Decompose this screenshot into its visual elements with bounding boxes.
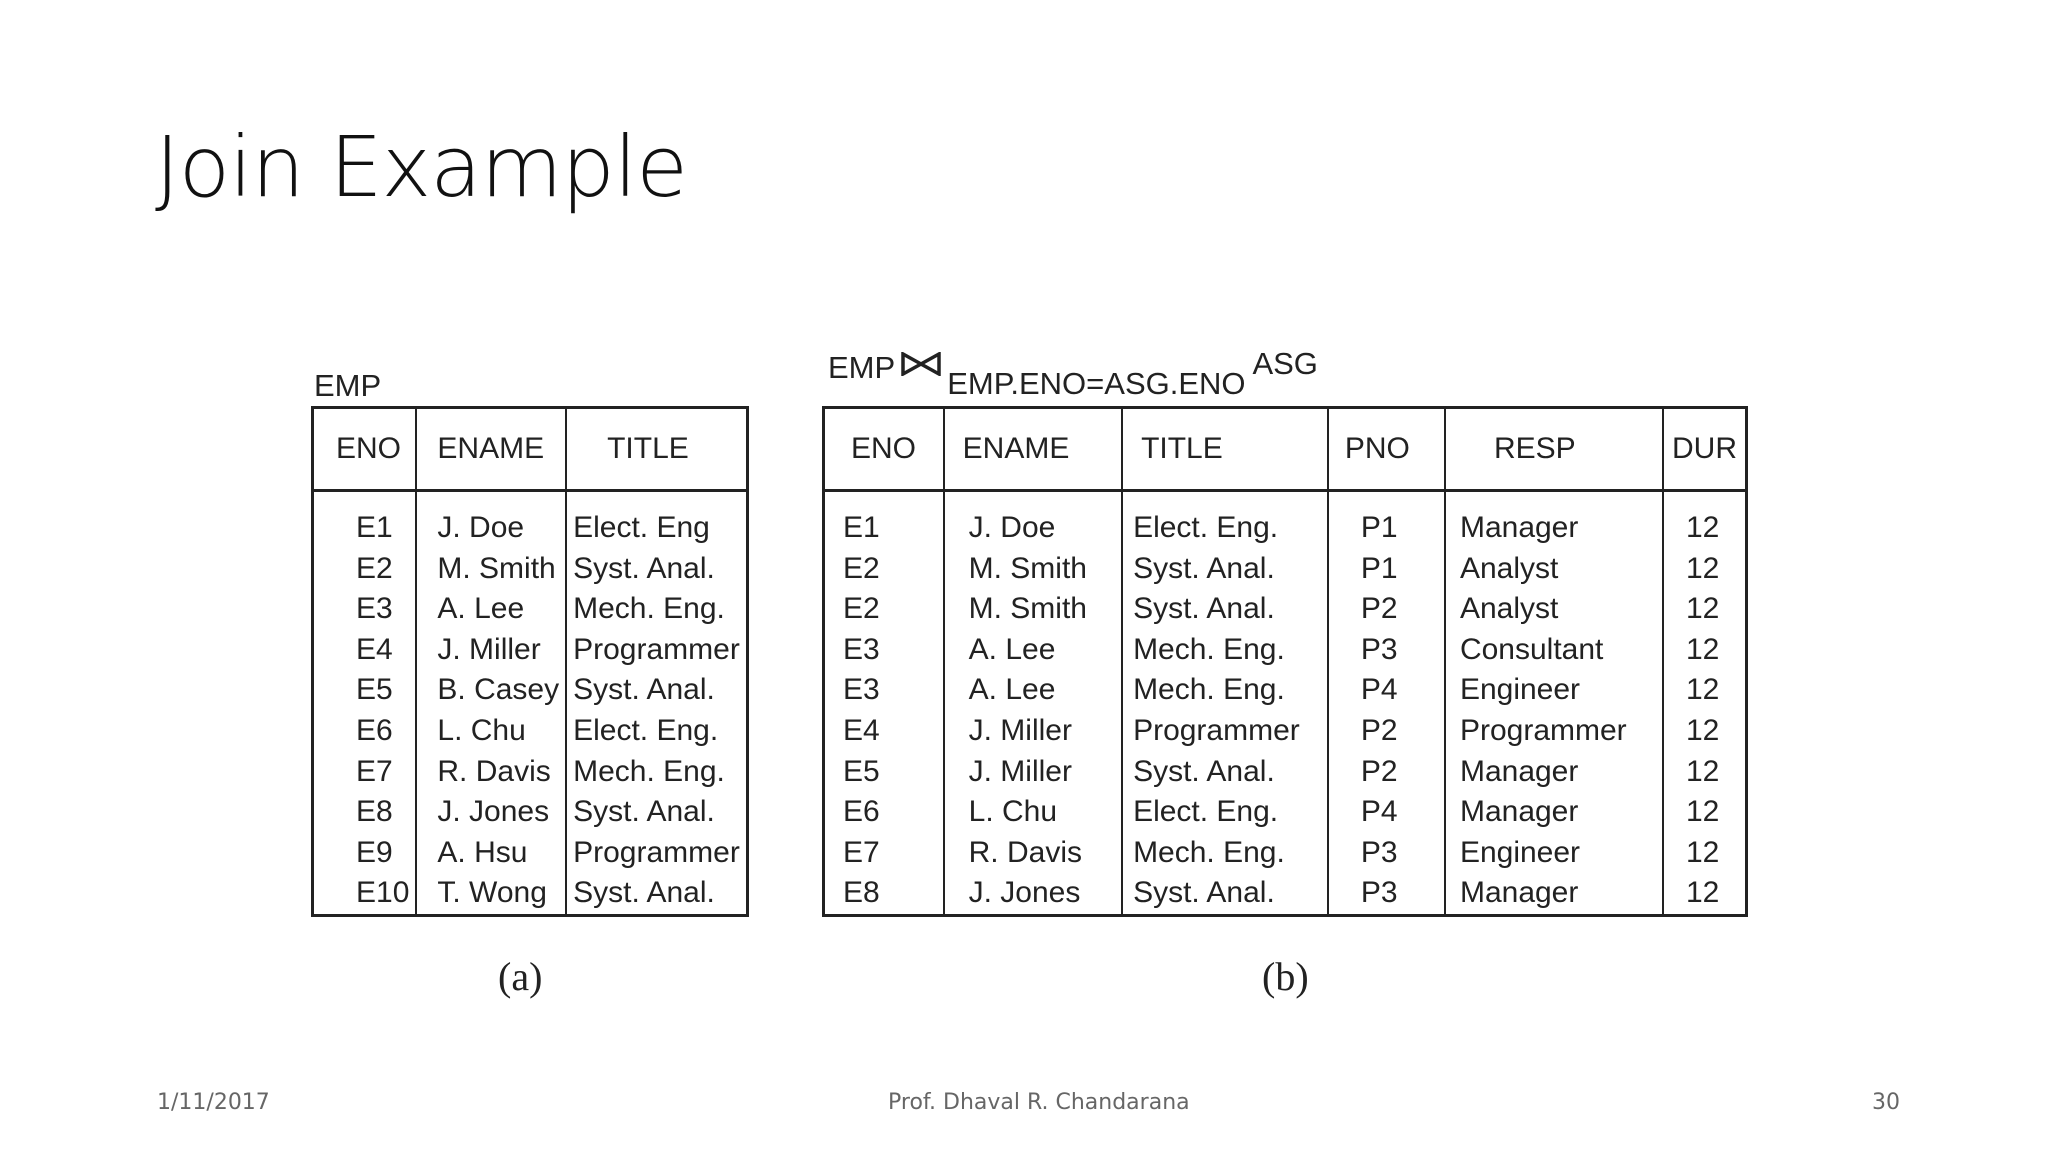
emp-relation-label: EMP <box>314 368 382 403</box>
join-cell-eno: E6 <box>843 795 880 829</box>
join-cell-pno: P3 <box>1328 873 1445 915</box>
join-col-dur: DUR <box>1663 408 1747 491</box>
join-cell-dur: 12 <box>1663 630 1747 671</box>
emp-header-row <box>313 408 748 491</box>
join-cell-dur: 12 <box>1663 711 1747 752</box>
join-cell-dur: 12 <box>1663 873 1747 915</box>
emp-cell-ename: J. Miller <box>416 630 566 671</box>
join-col-ename: ENAME <box>944 408 1122 491</box>
emp-cell-ename: T. Wong <box>416 873 566 915</box>
emp-cell-title: Mech. Eng. <box>566 752 747 793</box>
join-cell-dur: 12 <box>1663 833 1747 874</box>
join-cell-dur: 12 <box>1663 589 1747 630</box>
join-cell-resp: Analyst <box>1445 549 1663 590</box>
emp-cell-eno: E10 <box>356 876 410 910</box>
join-cell-resp: Consultant <box>1445 630 1663 671</box>
emp-cell-title: Elect. Eng. <box>566 711 747 752</box>
join-cell-dur: 12 <box>1663 549 1747 590</box>
join-cell-resp: Programmer <box>1445 711 1663 752</box>
join-cell-resp: Engineer <box>1445 670 1663 711</box>
join-cell-pno: P2 <box>1328 752 1445 793</box>
join-row <box>824 792 1747 833</box>
join-cell-title: Elect. Eng. <box>1122 491 1328 549</box>
emp-row <box>313 630 748 671</box>
join-cell-title: Programmer <box>1122 711 1328 752</box>
join-cell-resp: Manager <box>1445 752 1663 793</box>
emp-cell-eno: E3 <box>356 592 393 626</box>
join-cell-title: Syst. Anal. <box>1122 589 1328 630</box>
emp-caption: (a) <box>498 954 543 999</box>
join-cell-pno: P3 <box>1328 833 1445 874</box>
join-cell-eno: E5 <box>843 754 880 788</box>
join-cell-ename: J. Jones <box>944 873 1122 915</box>
join-cell-ename: L. Chu <box>944 792 1122 833</box>
emp-cell-title: Syst. Anal. <box>566 873 747 915</box>
join-cell-dur: 12 <box>1663 792 1747 833</box>
emp-row <box>313 589 748 630</box>
emp-cell-ename: A. Lee <box>416 589 566 630</box>
bowtie-join-icon <box>901 348 941 384</box>
join-header-row <box>824 408 1747 491</box>
join-row <box>824 670 1747 711</box>
join-cell-pno: P1 <box>1328 491 1445 549</box>
emp-cell-eno: E8 <box>356 795 393 829</box>
footer-page-number: 30 <box>1872 1090 1900 1115</box>
join-row <box>824 589 1747 630</box>
footer-date: 1/11/2017 <box>157 1090 270 1115</box>
emp-row <box>313 833 748 874</box>
join-cell-title: Elect. Eng. <box>1122 792 1328 833</box>
join-cell-eno: E4 <box>843 713 880 747</box>
emp-cell-eno: E6 <box>356 713 393 747</box>
join-expression-label <box>828 346 1318 401</box>
join-cell-ename: M. Smith <box>944 549 1122 590</box>
join-cell-pno: P1 <box>1328 549 1445 590</box>
join-cell-resp: Manager <box>1445 792 1663 833</box>
emp-row <box>313 752 748 793</box>
join-cell-ename: A. Lee <box>944 670 1122 711</box>
join-result-table <box>822 406 1748 917</box>
join-cell-eno: E7 <box>843 835 880 869</box>
join-cell-resp: Manager <box>1445 873 1663 915</box>
join-cell-ename: J. Miller <box>944 711 1122 752</box>
join-row <box>824 491 1747 549</box>
join-cell-pno: P4 <box>1328 792 1445 833</box>
emp-cell-ename: B. Casey <box>416 670 566 711</box>
join-cell-eno: E8 <box>843 876 880 910</box>
join-cell-ename: R. Davis <box>944 833 1122 874</box>
emp-cell-eno: E4 <box>356 632 393 666</box>
emp-cell-title: Syst. Anal. <box>566 670 747 711</box>
emp-cell-eno: E9 <box>356 835 393 869</box>
emp-col-title: TITLE <box>566 408 747 491</box>
emp-cell-eno: E7 <box>356 754 393 788</box>
emp-cell-eno: E1 <box>356 511 393 544</box>
join-cell-resp: Manager <box>1445 491 1663 549</box>
emp-row <box>313 491 748 549</box>
join-cell-ename: J. Miller <box>944 752 1122 793</box>
emp-cell-title: Elect. Eng <box>566 491 747 549</box>
join-cell-title: Syst. Anal. <box>1122 873 1328 915</box>
emp-cell-title: Syst. Anal. <box>566 792 747 833</box>
join-cell-title: Syst. Anal. <box>1122 549 1328 590</box>
emp-cell-ename: L. Chu <box>416 711 566 752</box>
join-cell-pno: P2 <box>1328 711 1445 752</box>
slide-title: Join Example <box>155 118 687 216</box>
join-cell-pno: P2 <box>1328 589 1445 630</box>
join-cell-ename: M. Smith <box>944 589 1122 630</box>
join-cell-resp: Analyst <box>1445 589 1663 630</box>
emp-table <box>311 406 749 917</box>
emp-cell-eno: E5 <box>356 673 393 707</box>
join-cell-eno: E1 <box>843 511 880 544</box>
join-cell-title: Syst. Anal. <box>1122 752 1328 793</box>
join-cell-pno: P4 <box>1328 670 1445 711</box>
footer-author: Prof. Dhaval R. Chandarana <box>888 1090 1190 1115</box>
emp-cell-ename: R. Davis <box>416 752 566 793</box>
emp-cell-title: Syst. Anal. <box>566 549 747 590</box>
emp-col-ename: ENAME <box>416 408 566 491</box>
join-cell-title: Mech. Eng. <box>1122 833 1328 874</box>
join-cell-pno: P3 <box>1328 630 1445 671</box>
emp-cell-title: Programmer <box>566 833 747 874</box>
join-cell-resp: Engineer <box>1445 833 1663 874</box>
join-col-resp: RESP <box>1445 408 1663 491</box>
join-cell-title: Mech. Eng. <box>1122 630 1328 671</box>
emp-row <box>313 792 748 833</box>
join-cell-eno: E2 <box>843 592 880 626</box>
join-row <box>824 833 1747 874</box>
join-col-eno: ENO <box>824 408 944 491</box>
emp-cell-ename: J. Doe <box>416 491 566 549</box>
join-col-pno: PNO <box>1328 408 1445 491</box>
join-cell-dur: 12 <box>1663 752 1747 793</box>
join-cell-title: Mech. Eng. <box>1122 670 1328 711</box>
emp-cell-eno: E2 <box>356 551 393 585</box>
join-cell-ename: J. Doe <box>944 491 1122 549</box>
emp-cell-title: Programmer <box>566 630 747 671</box>
emp-cell-ename: J. Jones <box>416 792 566 833</box>
join-row <box>824 752 1747 793</box>
emp-col-eno: ENO <box>313 408 417 491</box>
join-left-relation: EMP <box>828 350 896 385</box>
emp-row <box>313 873 748 915</box>
emp-row <box>313 549 748 590</box>
join-row <box>824 549 1747 590</box>
join-cell-eno: E3 <box>843 632 880 666</box>
emp-cell-ename: A. Hsu <box>416 833 566 874</box>
emp-cell-title: Mech. Eng. <box>566 589 747 630</box>
join-row <box>824 630 1747 671</box>
join-caption: (b) <box>1262 954 1309 999</box>
join-cell-dur: 12 <box>1663 491 1747 549</box>
join-condition: EMP.ENO=ASG.ENO <box>947 366 1246 401</box>
join-cell-dur: 12 <box>1663 670 1747 711</box>
join-cell-eno: E2 <box>843 551 880 585</box>
emp-row <box>313 670 748 711</box>
join-row <box>824 711 1747 752</box>
emp-cell-ename: M. Smith <box>416 549 566 590</box>
join-right-relation: ASG <box>1252 346 1318 381</box>
join-cell-ename: A. Lee <box>944 630 1122 671</box>
join-cell-eno: E3 <box>843 673 880 707</box>
emp-row <box>313 711 748 752</box>
join-col-title: TITLE <box>1122 408 1328 491</box>
join-row <box>824 873 1747 915</box>
